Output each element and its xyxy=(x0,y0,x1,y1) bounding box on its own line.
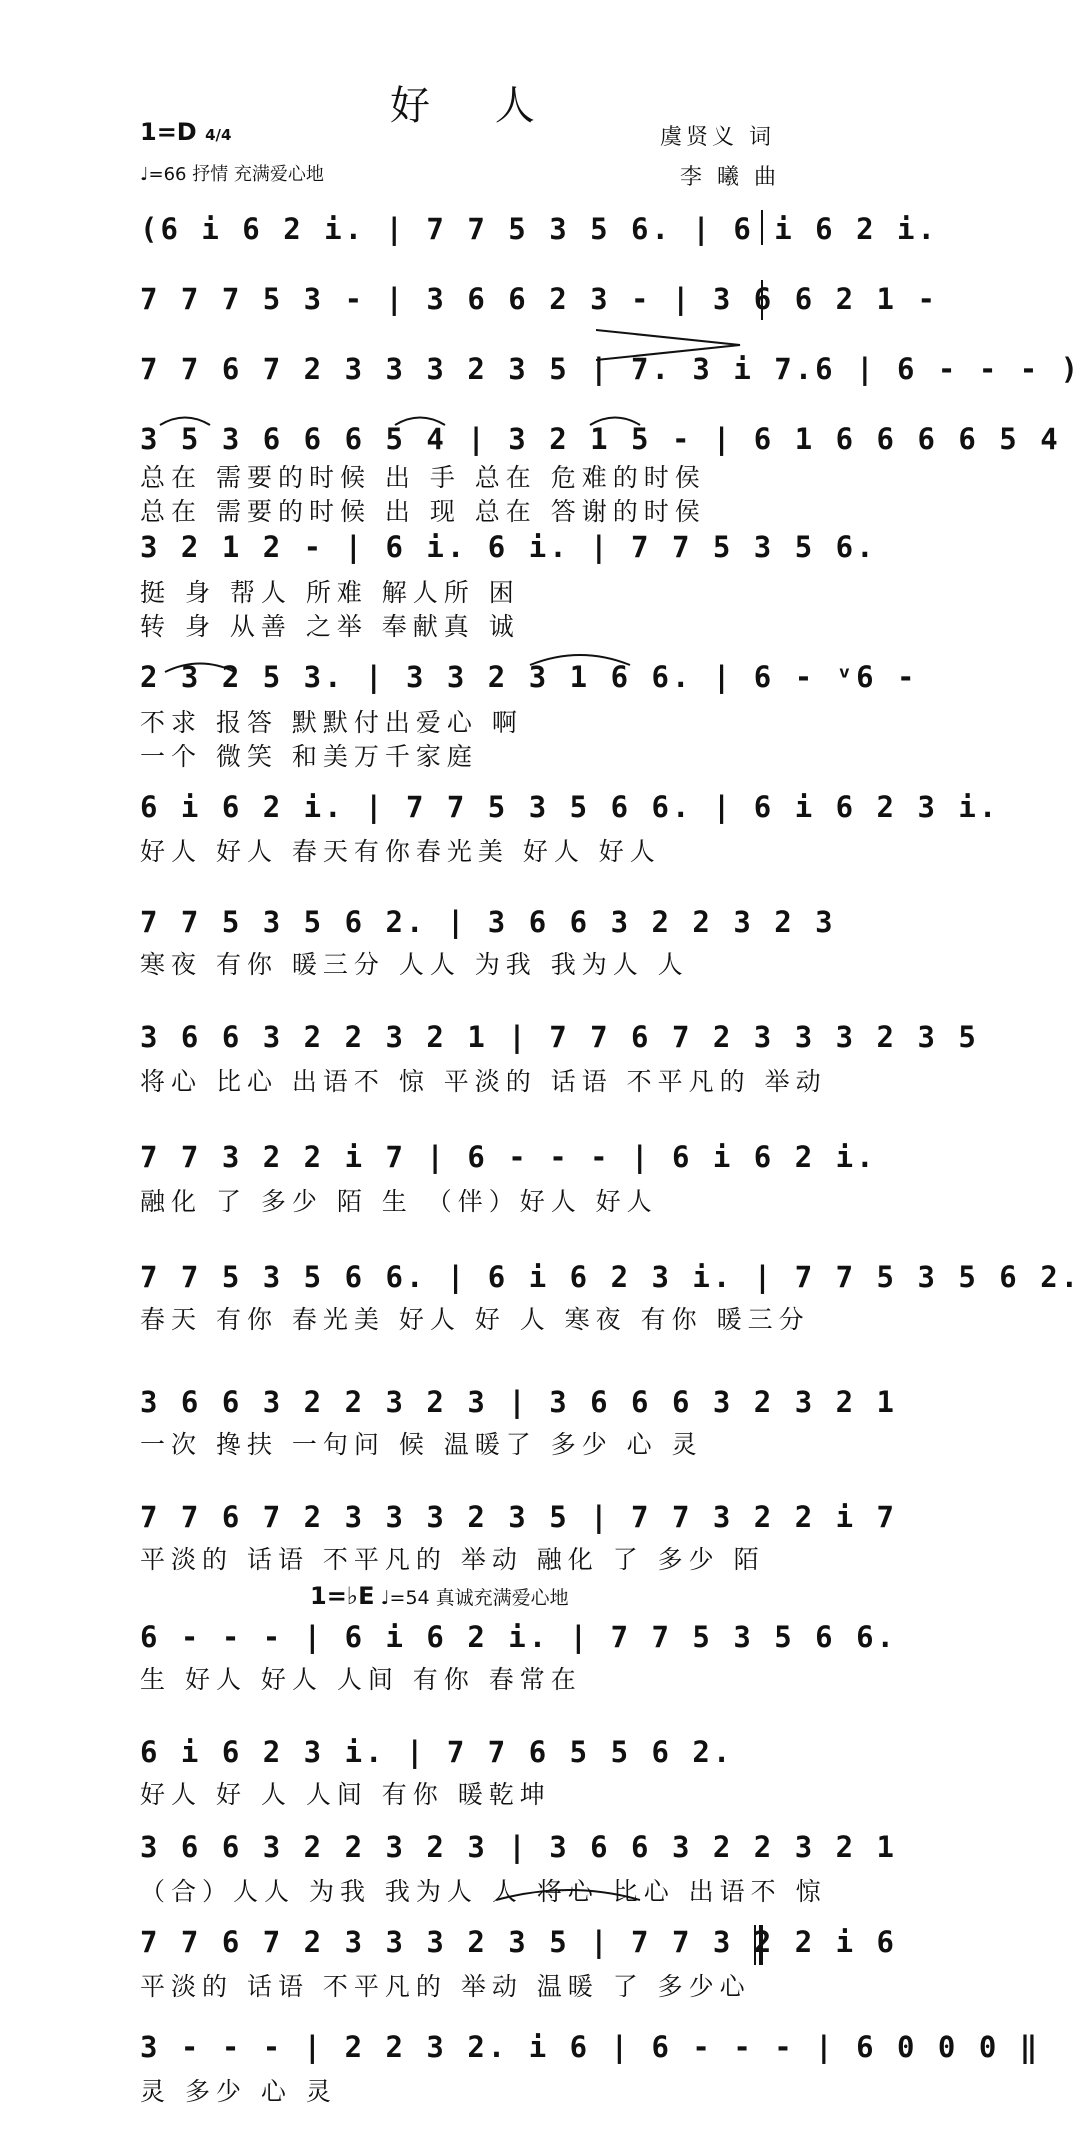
notation-row: 3 6 6 3 2 2 3 2 1 | 7 7 6 7 2 3 3 3 2 3 5 xyxy=(140,1020,979,1054)
lyric-line: 总在 需要的时候 出 现 总在 答谢的时侯 xyxy=(140,497,706,526)
modulation-key: 1=♭E xyxy=(310,1582,375,1610)
lyric-line: 不求 报答 默默付出爱心 啊 xyxy=(140,708,523,737)
notation-row: 7 7 6 7 2 3 3 3 2 3 5 | 7 7 3 2 2 i 7 xyxy=(140,1500,898,1534)
notation-row: 6 i 6 2 3 i. | 7 7 6 5 5 6 2. xyxy=(140,1735,734,1769)
notation-row: 7 7 6 7 2 3 3 3 2 3 5 | 7 7 3 2 2 i 6 xyxy=(140,1925,898,1959)
notation-row: 7 7 5 3 5 6 6. | 6 i 6 2 3 i. | 7 7 5 3 5 6 2. xyxy=(140,1260,1081,1294)
lyric-line: 将心 比心 出语不 惊 平淡的 话语 不平凡的 举动 xyxy=(140,1067,827,1096)
tie xyxy=(395,418,445,426)
composer-credit: 李 曦 曲 xyxy=(680,165,780,190)
notation-row: 3 - - - | 2 2 3 2. i 6 | 6 - - - | 6 0 0 0 ‖ xyxy=(140,2030,1041,2064)
notation-row: 3 5 3 6 6 6 5 4 | 3 2 1 5 - | 6 1 6 6 6 6 5 4 xyxy=(140,422,1061,456)
notation-row: 7 7 7 5 3 - | 3 6 6 2 3 - | 3 6 6 2 1 - xyxy=(140,282,938,316)
lyric-line: 平淡的 话语 不平凡的 举动 融化 了 多少 陌 xyxy=(140,1545,765,1574)
lyric-line: 生 好人 好人 人间 有你 春常在 xyxy=(140,1665,582,1694)
lyric-line: 寒夜 有你 暖三分 人人 为我 我为人 人 xyxy=(140,950,689,979)
notation-row: 3 6 6 3 2 2 3 2 3 | 3 6 6 6 3 2 3 2 1 xyxy=(140,1385,898,1419)
tie xyxy=(165,664,235,673)
notation-row: 6 - - - | 6 i 6 2 i. | 7 7 5 3 5 6 6. xyxy=(140,1620,898,1654)
tie xyxy=(590,418,640,426)
notation-row: 2 3 2 5 3. | 3 3 2 3 1 6 6. | 6 - ᵛ6 - xyxy=(140,660,918,694)
lyric-line: 灵 多少 心 灵 xyxy=(140,2077,337,2106)
notation-row: 7 7 5 3 5 6 2. | 3 6 6 3 2 2 3 2 3 xyxy=(140,905,836,939)
notation-row: 7 7 6 7 2 3 3 3 2 3 5 | 7. 3 i 7.6 | 6 - - - ) xyxy=(140,352,1081,386)
notation-row: (6 i 6 2 i. | 7 7 5 3 5 6. | 6 i 6 2 i. xyxy=(140,212,938,246)
time-signature: 4/4 xyxy=(205,126,232,144)
lyric-line: （合）人人 为我 我为人 人 将心 比心 出语不 惊 xyxy=(140,1877,827,1906)
key-label: 1=D xyxy=(140,118,197,146)
tie xyxy=(160,418,210,426)
tie xyxy=(496,1890,640,1900)
notation-row: 3 2 1 2 - | 6 i. 6 i. | 7 7 5 3 5 6. xyxy=(140,530,877,564)
decrescendo-mark xyxy=(596,330,740,360)
lyric-line: 一次 搀扶 一句问 候 温暖了 多少 心 灵 xyxy=(140,1430,703,1459)
tie xyxy=(530,655,630,665)
lyric-line: 挺 身 帮人 所难 解人所 困 xyxy=(140,578,520,607)
lyric-line: 融化 了 多少 陌 生 （伴）好人 好人 xyxy=(140,1187,658,1216)
notation-row: 6 i 6 2 i. | 7 7 5 3 5 6 6. | 6 i 6 2 3 i. xyxy=(140,790,1000,824)
notation-row: 3 6 6 3 2 2 3 2 3 | 3 6 6 3 2 2 3 2 1 xyxy=(140,1830,898,1864)
lyric-line: 好人 好人 春天有你春光美 好人 好人 xyxy=(140,837,661,866)
song-title: 好 人 xyxy=(390,83,561,129)
lyric-line: 转 身 从善 之举 奉献真 诚 xyxy=(140,612,520,641)
tempo-marking: ♩=66 抒情 充满爱心地 xyxy=(140,164,324,185)
lyric-line: 总在 需要的时候 出 手 总在 危难的时侯 xyxy=(140,463,706,492)
lyric-line: 好人 好 人 人间 有你 暖乾坤 xyxy=(140,1780,551,1809)
lyric-line: 春天 有你 春光美 好人 好 人 寒夜 有你 暖三分 xyxy=(140,1305,810,1334)
lyric-line: 一个 微笑 和美万千家庭 xyxy=(140,742,478,771)
modulation-tempo: ♩=54 真诚充满爱心地 xyxy=(380,1587,569,1609)
lyric-line: 平淡的 话语 不平凡的 举动 温暖 了 多少心 xyxy=(140,1972,751,2001)
lyricist-credit: 虞贤义 词 xyxy=(660,125,775,150)
notation-row: 7 7 3 2 2 i 7 | 6 - - - | 6 i 6 2 i. xyxy=(140,1140,877,1174)
